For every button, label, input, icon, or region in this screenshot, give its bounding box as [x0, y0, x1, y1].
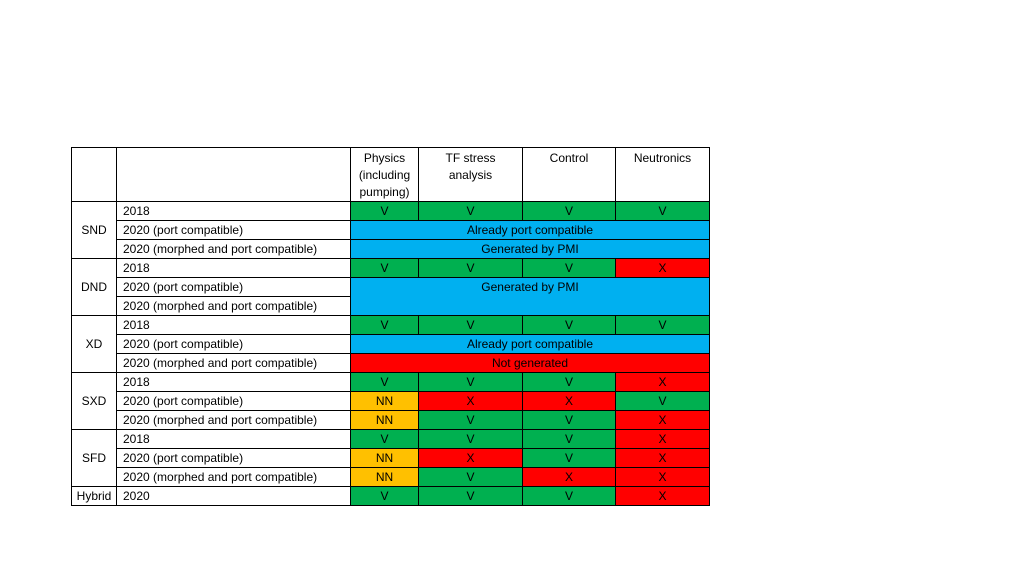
status-cell: V	[419, 468, 523, 487]
status-cell: V	[419, 202, 523, 221]
group-label: Hybrid	[72, 487, 117, 506]
table-row	[72, 221, 710, 240]
status-cell: V	[419, 316, 523, 335]
row-label: 2020 (port compatible)	[117, 278, 351, 297]
table-row	[72, 411, 710, 430]
table-row	[72, 487, 710, 506]
table-row	[72, 468, 710, 487]
status-cell: NN	[351, 468, 419, 487]
row-label: 2018	[117, 202, 351, 221]
row-label: 2018	[117, 430, 351, 449]
group-label: SND	[72, 202, 117, 259]
header-tf-stress: TF stress analysis	[419, 148, 523, 202]
row-label: 2020	[117, 487, 351, 506]
table-row	[72, 259, 710, 278]
status-cell: V	[523, 316, 616, 335]
status-cell: V	[351, 487, 419, 506]
status-cell: X	[616, 430, 710, 449]
merged-status-cell: Not generated	[351, 354, 710, 373]
merged-status-cell: Already port compatible	[351, 221, 710, 240]
status-cell: X	[419, 392, 523, 411]
status-cell: X	[523, 392, 616, 411]
group-label: DND	[72, 259, 117, 316]
table-body	[72, 148, 710, 506]
status-cell: V	[351, 430, 419, 449]
row-label: 2020 (port compatible)	[117, 392, 351, 411]
status-cell: X	[616, 373, 710, 392]
status-cell: NN	[351, 449, 419, 468]
status-cell: X	[616, 449, 710, 468]
table-row	[72, 373, 710, 392]
table-row	[72, 449, 710, 468]
status-cell: V	[523, 430, 616, 449]
status-cell: V	[523, 449, 616, 468]
row-label: 2018	[117, 259, 351, 278]
row-label: 2020 (port compatible)	[117, 449, 351, 468]
status-cell: V	[523, 487, 616, 506]
status-cell: X	[616, 259, 710, 278]
header-neutronics: Neutronics	[616, 148, 710, 202]
status-cell: V	[523, 202, 616, 221]
table-row	[72, 316, 710, 335]
row-label: 2020 (port compatible)	[117, 335, 351, 354]
corner-cell-group	[72, 148, 117, 202]
table-row	[72, 202, 710, 221]
row-label: 2020 (morphed and port compatible)	[117, 354, 351, 373]
row-label: 2020 (port compatible)	[117, 221, 351, 240]
corner-cell-label	[117, 148, 351, 202]
status-cell: V	[351, 202, 419, 221]
status-cell: V	[616, 202, 710, 221]
table-row	[72, 240, 710, 259]
row-label: 2018	[117, 373, 351, 392]
status-cell: V	[351, 259, 419, 278]
table-row	[72, 278, 710, 297]
group-label: XD	[72, 316, 117, 373]
table-row	[72, 335, 710, 354]
merged-status-cell: Generated by PMI	[351, 278, 710, 316]
compatibility-table	[71, 147, 710, 506]
status-cell: V	[616, 316, 710, 335]
status-cell: X	[616, 468, 710, 487]
table-row	[72, 392, 710, 411]
header-row	[72, 148, 710, 202]
status-cell: NN	[351, 392, 419, 411]
status-cell: V	[616, 392, 710, 411]
merged-status-cell: Already port compatible	[351, 335, 710, 354]
row-label: 2018	[117, 316, 351, 335]
status-cell: V	[419, 373, 523, 392]
row-label: 2020 (morphed and port compatible)	[117, 468, 351, 487]
status-cell: X	[419, 449, 523, 468]
group-label: SXD	[72, 373, 117, 430]
status-cell: V	[523, 259, 616, 278]
status-cell: V	[419, 430, 523, 449]
status-cell: V	[351, 316, 419, 335]
status-cell: X	[616, 487, 710, 506]
table-row	[72, 354, 710, 373]
group-label: SFD	[72, 430, 117, 487]
status-cell: V	[419, 259, 523, 278]
status-cell: V	[419, 411, 523, 430]
row-label: 2020 (morphed and port compatible)	[117, 411, 351, 430]
merged-status-cell: Generated by PMI	[351, 240, 710, 259]
status-cell: V	[419, 487, 523, 506]
row-label: 2020 (morphed and port compatible)	[117, 240, 351, 259]
header-physics: Physics (including pumping)	[351, 148, 419, 202]
status-cell: V	[523, 411, 616, 430]
row-label: 2020 (morphed and port compatible)	[117, 297, 351, 316]
status-cell: X	[616, 411, 710, 430]
status-cell: V	[351, 373, 419, 392]
table-row	[72, 430, 710, 449]
status-cell: NN	[351, 411, 419, 430]
status-cell: X	[523, 468, 616, 487]
status-cell: V	[523, 373, 616, 392]
header-control: Control	[523, 148, 616, 202]
